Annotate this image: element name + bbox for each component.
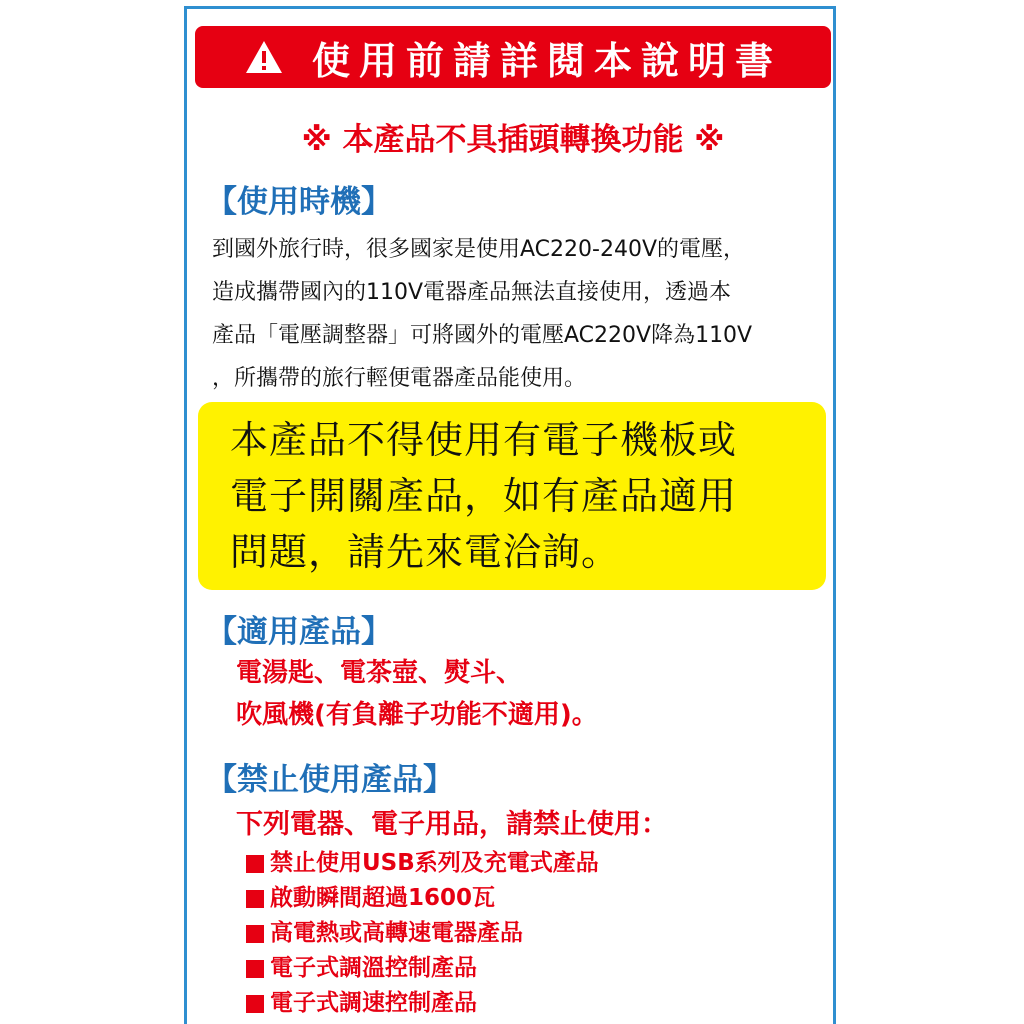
- list-item: [246, 916, 599, 951]
- list-item-label: 電子式調速控制產品: [270, 990, 477, 1016]
- applicable-list: [236, 652, 598, 736]
- warning-box: [198, 402, 826, 590]
- forbidden-list: [246, 846, 599, 1021]
- warning-line: 電子開關產品，如有產品適用: [230, 474, 738, 518]
- list-item-label: 高電熱或高轉速電器產品: [270, 920, 523, 946]
- warning-triangle-icon: [244, 39, 284, 75]
- list-item-label: 啟動瞬間超過1600瓦: [270, 885, 496, 911]
- banner-title: 使用前請詳閱本說明書: [311, 38, 782, 83]
- applicable-line: 吹風機(有負離子功能不適用)。: [236, 700, 598, 730]
- square-bullet-icon: [246, 960, 264, 978]
- notice-text: ※ 本產品不具插頭轉換功能 ※: [301, 122, 725, 158]
- list-item-label: 電子式調溫控制產品: [270, 955, 477, 981]
- square-bullet-icon: [246, 890, 264, 908]
- warning-line: 問題，請先來電洽詢。: [230, 530, 621, 574]
- list-item-label: 禁止使用USB系列及充電式產品: [270, 850, 599, 876]
- usage-description: [212, 228, 822, 400]
- usage-line: 到國外旅行時，很多國家是使用AC220-240V的電壓，: [212, 237, 745, 262]
- usage-heading: 【使用時機】: [206, 184, 392, 220]
- usage-line: 產品「電壓調整器」可將國外的電壓AC220V降為110V: [212, 323, 753, 348]
- usage-line: ，所攜帶的旅行輕便電器產品能使用。: [212, 366, 587, 391]
- square-bullet-icon: [246, 995, 264, 1013]
- warning-line: 本產品不得使用有電子機板或: [230, 418, 738, 462]
- square-bullet-icon: [246, 855, 264, 873]
- applicable-line: 電湯匙、電茶壺、熨斗、: [236, 658, 523, 688]
- forbidden-heading: 【禁止使用產品】: [206, 762, 454, 798]
- usage-line: 造成攜帶國內的110V電器產品無法直接使用，透過本: [212, 280, 732, 305]
- square-bullet-icon: [246, 925, 264, 943]
- forbidden-intro: 下列電器、電子用品，請禁止使用：: [236, 809, 668, 840]
- list-item: [246, 846, 599, 881]
- list-item: [246, 951, 599, 986]
- list-item: [246, 881, 599, 916]
- applicable-heading: 【適用產品】: [206, 614, 392, 650]
- list-item: [246, 986, 599, 1021]
- title-banner: [195, 26, 831, 88]
